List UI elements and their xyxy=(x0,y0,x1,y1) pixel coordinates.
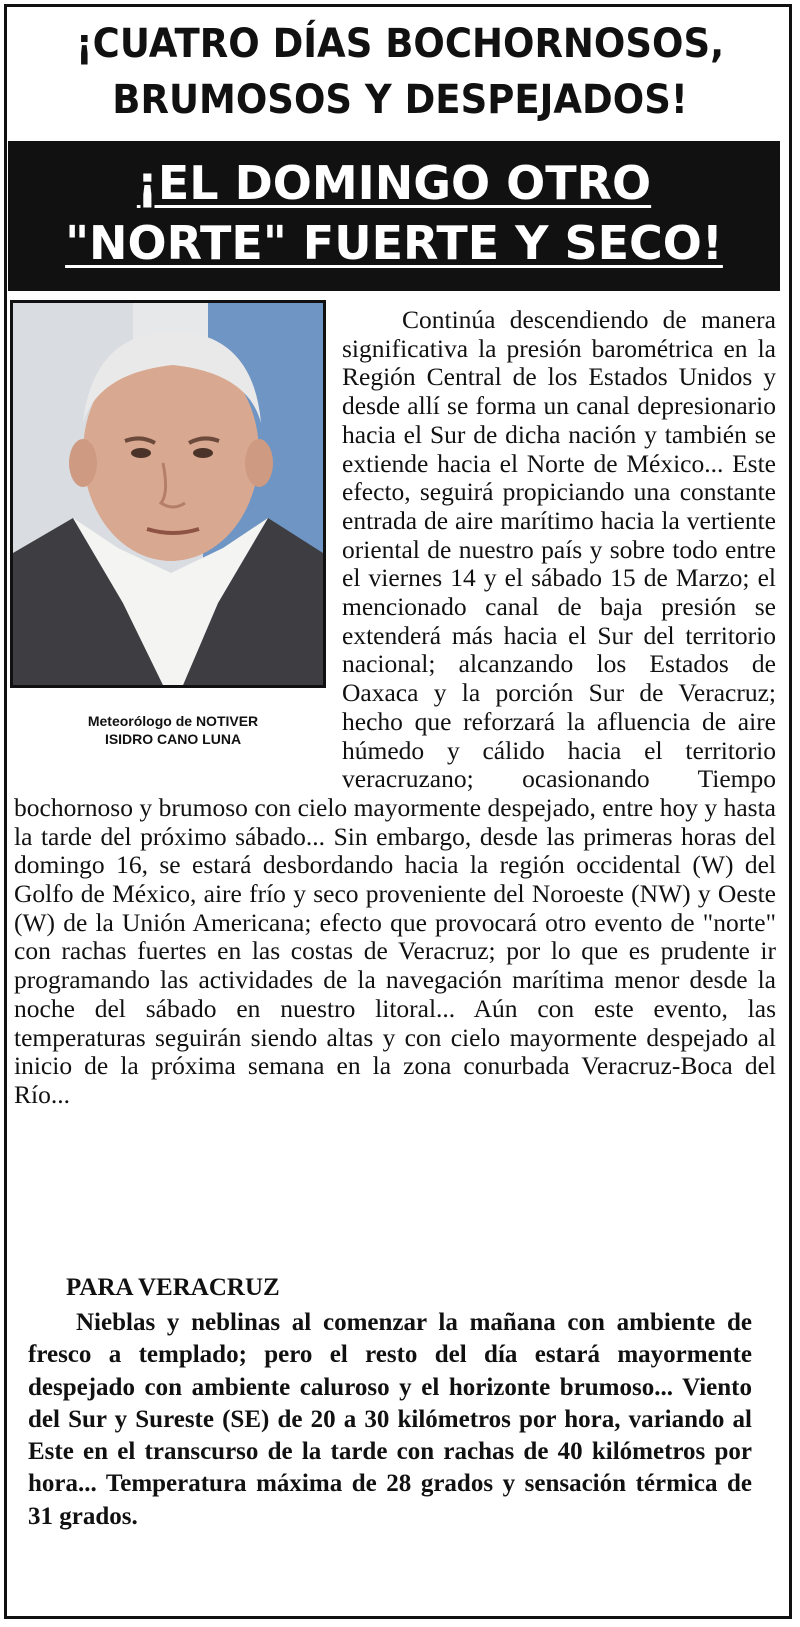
article-text: Continúa descendiendo de manera significativa la presión barométrica en la Región Central de los Estados Unidos y desde allí se forma un canal depresionario hacia el Sur de dicha nación y también se extiende hacia el Norte de México... Este efecto, seguirá propiciando una constante entrada de aire marítimo hacia la vertiente oriental de nuestro país y sobre todo entre el viernes 14 y el sábado 15 de Marzo; el mencionado canal de baja presión se extenderá más hacia el Sur del territorio nacional; alcanzando los Estados de Oaxaca y la porción Sur de Veracruz; hecho que reforzará la afluencia de aire húmedo y cálido hacia el territorio veracruzano; ocasionando Tiempo bochornoso y brumoso con cielo mayormente despejado, entre hoy y hasta la tarde del próximo sábado... Sin embargo, desde las primeras horas del domingo 16, se estará desbordando hacia la región occidental (W) del Golfo de México, aire frío y seco proveniente del Noroeste (NW) y Oeste (W) de la Unión Americana; efecto que provocará otro evento de "norte" con rachas fuertes en las costas de Veracruz; por lo que es prudente ir programando las actividades de la navegación marítima menor desde la noche del sábado en nuestro litoral... Aún con este evento, las temperaturas seguirán siendo altas y con cielo mayormente despejado al inicio de la próxima semana en la zona conurbada Veracruz-Boca del Río... xyxy=(14,305,776,1109)
forecast-title: PARA VERACRUZ xyxy=(66,1274,280,1301)
forecast-paragraph xyxy=(28,1307,752,1533)
forecast-text: Nieblas y neblinas al comenzar la mañana con ambiente de fresco a templado; pero el resto del día estará mayormente despejado con ambiente caluroso y el horizonte brumoso... Viento del Sur y Sureste (SE) de 20 a 30 kilómetros por hora, variando al Este en el transcurso de la tarde con rachas de 40 kilómetros por hora... Temperatura máxima de 28 grados y sensación térmica de 31 grados. xyxy=(28,1309,752,1530)
headline-top-line1: ¡CUATRO DÍAS BOCHORNOSOS, xyxy=(75,20,725,67)
banner-line2: "NORTE" FUERTE Y SECO! xyxy=(65,216,723,270)
article-body xyxy=(14,306,776,1110)
banner-line1: ¡EL DOMINGO OTRO xyxy=(136,156,652,210)
headline-top-line2: BRUMOSOS Y DESPEJADOS! xyxy=(112,76,688,123)
photo-spacer xyxy=(14,306,342,776)
headline-top xyxy=(0,16,800,128)
caption-line1: Meteorólogo de NOTIVER xyxy=(87,713,259,729)
headline-banner xyxy=(8,141,780,291)
caption-line2: ISIDRO CANO LUNA xyxy=(104,731,242,747)
